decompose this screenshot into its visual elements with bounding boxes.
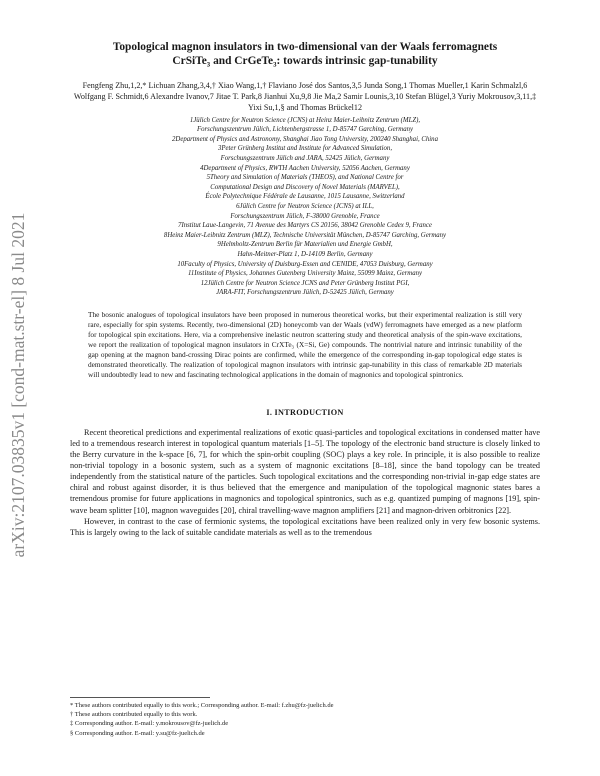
affiliation-line: 1Jülich Centre for Neutron Science (JCNS) at Heinz Maier-Leibnitz Zentrum (MLZ), — [189, 116, 421, 124]
affiliation-line: 12Jülich Centre for Neutron Science JCNS and Peter Grünberg Institut PGI, — [200, 279, 410, 287]
affiliation-line: 10Faculty of Physics, University of Duisburg-Essen and CENIDE, 47053 Duisburg, Germany — [177, 260, 433, 268]
affiliation-line: 4Department of Physics, RWTH Aachen University, 52056 Aachen, Germany — [200, 164, 410, 172]
affiliation-line: Computational Design and Discovery of Novel Materials (MARVEL), — [210, 183, 400, 191]
body-paragraph: Recent theoretical predictions and experimental realizations of exotic quasi-particles and topological excitations in condensed matter have led to a tremendous research interest in topological quantum materials [1–5]. The topology of the electronic band structure is closely linked to the Berry curvature in the k-space [6, 7], for which the spin-orbit coupling (SOC) plays a key role. In principle, it is also possible to realize non-trivial topology in a bosonic system, such as a system of magnonic excitations [8–18], since the band topology can be treated independently from the statistical nature of the particles. Such topological excitations and the corresponding non-trivial in-gap edge states are chiral and robust against disorder, it is thus believed that the emergence and manipulation of the topological magnonic states bares a tremendous promise for future applications in magnonics and topological spintronics, such as e.g. quantized pumping of magnons [19], spin-wave beam splitter [10], magnon waveguides [20], chiral travelling-wave magnon amplifiers [21] and magnon-driven orbitronics [22]. — [70, 427, 540, 515]
affiliation-line: 2Department of Physics and Astronomy, Shanghai Jiao Tong University, 200240 Shanghai, China — [172, 135, 438, 143]
affiliation-line: 7Institut Laue-Langevin, 71 Avenue des Martyrs CS 20156, 38042 Grenoble Cedex 9, France — [178, 222, 432, 230]
affiliation-line: 11Institute of Physics, Johannes Gutenberg University Mainz, 55099 Mainz, Germany — [187, 270, 423, 278]
affiliation-line: 6Jülich Centre for Neutron Science (JCNS) at ILL, — [236, 202, 374, 210]
affiliation-line: Forschungszentrum Jülich and JARA, 52425 Jülich, Germany — [220, 154, 390, 162]
footnote: § Corresponding author. E-mail: y.su@fz-juelich.de — [70, 729, 205, 737]
footnote: * These authors contributed equally to this work.; Corresponding author. E-mail: f.zhu@fz-juelich.de — [70, 702, 334, 709]
section-heading: I. INTRODUCTION — [266, 407, 344, 417]
affiliation-line: Forschungszentrum Jülich, F-38000 Grenoble, France — [230, 212, 380, 220]
affiliation-line: 9Helmholtz-Zentrum Berlin für Materialien und Energie GmbH, — [217, 241, 393, 249]
affiliation-line: JARA-FIT, Forschungszentrum Jülich, D-52425 Jülich, Germany — [216, 289, 394, 297]
arxiv-watermark — [4, 150, 32, 620]
title-line-1: Topological magnon insulators in two-dimensional van der Waals ferromagnets — [112, 41, 498, 53]
affiliation-line: Forschungszentrum Jülich, Lichtenbergstrasse 1, D-85747 Garching, Germany — [196, 126, 414, 134]
body-paragraph: However, in contrast to the case of fermionic systems, the topological excitations have been realized only in very few bosonic systems. This is largely owing to the lack of suitable candidate materials as well as to the tremendous — [70, 516, 540, 537]
affiliation-line: Hahn-Meitner-Platz 1, D-14109 Berlin, Germany — [237, 250, 373, 258]
affiliation-line: 5Theory and Simulation of Materials (THEOS), and National Centre for — [206, 174, 404, 182]
paper-title — [70, 40, 540, 68]
footnote: † These authors contributed equally to this work. — [70, 711, 198, 719]
affiliation-line: 3Peter Grünberg Institut and Institute for Advanced Simulation, — [217, 145, 393, 153]
abstract: The bosonic analogues of topological insulators have been proposed in numerous theoretical works, but their experimental realization is still very rare, especially for spin systems. Recently, two-dimensional (2D) honeycomb van der Waals (vdW) ferromagnets have emerged as a new platform for topological spin excitations. Here, via a comprehensive inelastic neutron scattering study and theoretical analysis of the spin-wave excitations, we report the realization of topological magnon insulators in CrXTe₃ (X=Si, Ge) compounds. The nontrivial nature and intrinsic tunability of the gap opening at the magnon band-crossing Dirac points are confirmed, while the emergence of the corresponding in-gap topological edge states is demonstrated theoretically. The realization of topological magnon insulators with intrinsic gap-tunability in this class of remarkable 2D materials will undoubtedly lead to new and fascinating technological applications in the domain of magnonics and topological spintronics. — [88, 309, 522, 379]
arxiv-id: arXiv:2107.03835v1 [cond-mat.str-el] 8 Jul 2021 — [8, 212, 28, 558]
affiliation-line: École Polytechnique Fédérale de Lausanne, 1015 Lausanne, Switzerland — [205, 193, 405, 201]
title-line-2: CrSiTe₃ and CrGeTe₃: towards intrinsic gap-tunability — [172, 55, 438, 67]
affiliation-list — [70, 116, 540, 298]
body-text — [70, 427, 540, 538]
footnotes — [70, 697, 540, 738]
author-list: Fengfeng Zhu,1,2,* Lichuan Zhang,3,4,† Xiao Wang,1,† Flaviano José dos Santos,3,5 Junda Song,1 Thomas Mueller,1 Karin Schmalzl,6 Wolfgang F. Schmidt,6 Alexandre Ivanov,7 Jitae T. Park,8 Jianhui Xu,9,8 Jie Ma,2 Samir Lounis,3,10 Stefan Blügel,3 Yuriy Mokrousov,3,11,‡ Yixi Su,1,§ and Thomas Brückel12 — [73, 81, 537, 113]
footnote: ‡ Corresponding author. E-mail: y.mokrousov@fz-juelich.de — [70, 720, 229, 728]
paper-page — [70, 40, 540, 538]
footnote-divider — [70, 697, 210, 698]
affiliation-line: 8Heinz Maier-Leibnitz Zentrum (MLZ), Technische Universität München, D-85747 Garching, Germany — [163, 231, 447, 239]
